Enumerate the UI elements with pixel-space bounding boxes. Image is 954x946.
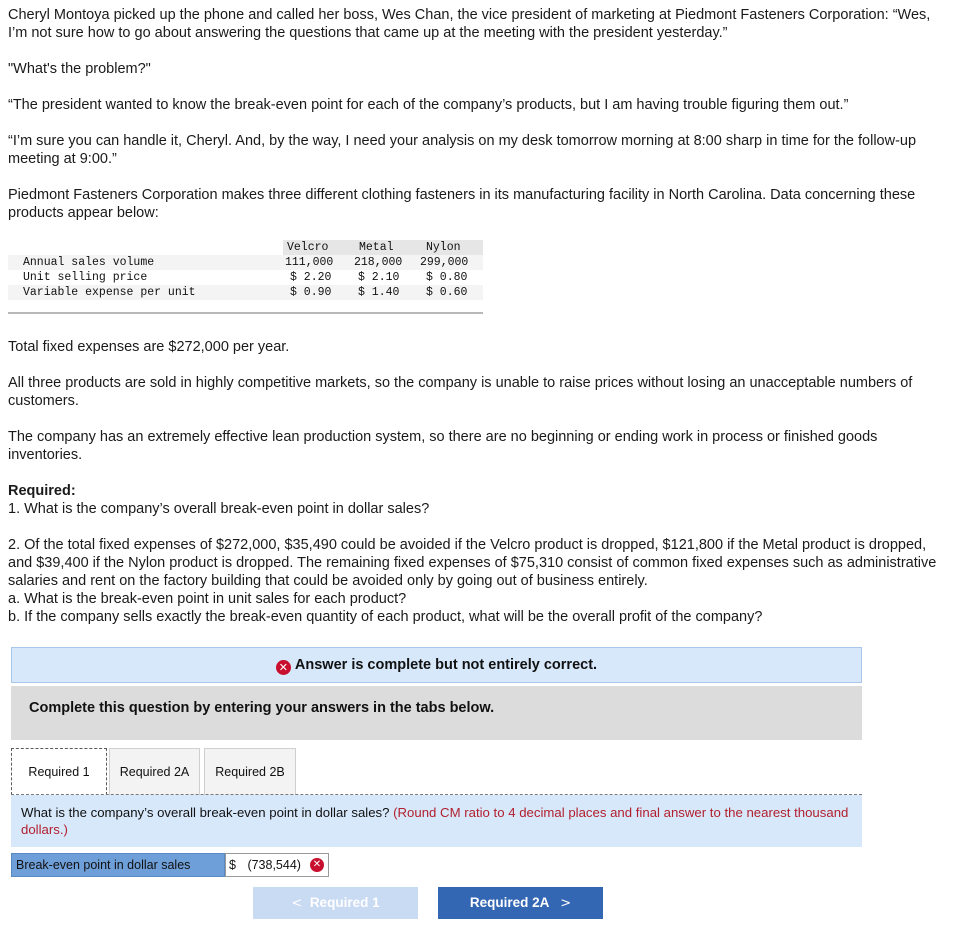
table-bottom-rule: [8, 312, 483, 314]
row-label-variable-expense: Variable expense per unit: [23, 286, 196, 299]
cell-metal-price: $ 2.10: [358, 271, 400, 284]
instruction-bar: Complete this question by entering your answers in the tabs below.: [11, 686, 862, 740]
story-paragraph-5: Piedmont Fasteners Corporation makes three different clothing fasteners in its manufacturing facility in North Carolina. Data concerning these products appear below:: [8, 187, 916, 221]
row-label-unit-price: Unit selling price: [23, 271, 148, 284]
answer-status-text: Answer is complete but not entirely correct.: [294, 657, 598, 673]
question-hint: (Round CM ratio to 4 decimal places and final answer to the nearest thousand dollars.): [21, 805, 849, 837]
next-button-label: Required 2A: [469, 895, 549, 910]
story-paragraph-4: “I’m sure you can handle it, Cheryl. And, by the way, I need your analysis on my desk tomorrow morning at 8:00 sharp in time for the follow-up meeting at 9:00.”: [8, 133, 917, 167]
cell-velcro-volume: 111,000: [285, 256, 334, 269]
story-paragraph-3: “The president wanted to know the break-even point for each of the company’s products, but I am having trouble figuring them out.”: [8, 97, 849, 113]
break-even-label: Break-even point in dollar sales: [11, 853, 225, 877]
next-required-2a-button[interactable]: [438, 887, 603, 919]
question-box: [11, 795, 862, 847]
row-label-annual-sales: Annual sales volume: [23, 256, 155, 269]
story-paragraph-7: All three products are sold in highly competitive markets, so the company is unable to raise prices without losing an unacceptable numbers of customers.: [8, 375, 913, 409]
product-data-table: [8, 240, 483, 314]
answer-currency: $: [229, 858, 236, 872]
story-paragraph-2: "What's the problem?": [8, 61, 151, 77]
tab-required-1[interactable]: Required 1: [11, 748, 107, 795]
question-text: What is the company’s overall break-even point in dollar sales?: [21, 805, 390, 820]
x-circle-icon: ✕: [276, 660, 291, 675]
answer-value: (738,544): [247, 858, 301, 872]
prev-required-1-button[interactable]: [253, 887, 418, 919]
story-paragraph-6: Total fixed expenses are $272,000 per year.: [8, 339, 290, 355]
chevron-left-icon: <: [291, 896, 303, 911]
required-heading: Required:: [8, 483, 76, 499]
cell-metal-variable: $ 1.40: [358, 286, 400, 299]
story-paragraph-8: The company has an extremely effective lean production system, so there are no beginning or ending work in process or finished goods inventories.: [8, 429, 878, 463]
cell-velcro-price: $ 2.20: [290, 271, 332, 284]
tab-required-2b[interactable]: Required 2B: [204, 748, 296, 795]
answer-status-banner: [11, 647, 862, 683]
cell-nylon-price: $ 0.80: [426, 271, 468, 284]
required-question-2b: b. If the company sells exactly the break-even quantity of each product, what will be the overall profit of the company?: [8, 609, 763, 625]
cell-nylon-variable: $ 0.60: [426, 286, 468, 299]
column-header-velcro: Velcro: [287, 241, 329, 254]
cell-velcro-variable: $ 0.90: [290, 286, 332, 299]
chevron-right-icon: >: [560, 896, 572, 911]
incorrect-x-icon: ✕: [310, 858, 324, 872]
cell-nylon-volume: 299,000: [420, 256, 469, 269]
story-paragraph-1: Cheryl Montoya picked up the phone and called her boss, Wes Chan, the vice president of marketing at Piedmont Fasteners Corporation: “Wes, I’m not sure how to go about answering the questions that came up at the meeting with the president yesterday.”: [8, 7, 931, 41]
cell-metal-volume: 218,000: [354, 256, 403, 269]
break-even-answer-field[interactable]: [225, 853, 329, 877]
required-question-1: 1. What is the company’s overall break-even point in dollar sales?: [8, 501, 430, 517]
required-question-2a: a. What is the break-even point in unit sales for each product?: [8, 591, 407, 607]
required-question-2: 2. Of the total fixed expenses of $272,000, $35,490 could be avoided if the Velcro product is dropped, $121,800 if the Metal product is dropped, and $39,400 if the Nylon product is dropped. The remaining fixed expenses of $75,310 consist of common fixed expenses such as administrative salaries and rent on the factory building that could be avoided only by going out of business entirely.: [8, 537, 937, 589]
prev-button-label: Required 1: [309, 895, 380, 910]
column-header-nylon: Nylon: [426, 241, 461, 254]
tab-required-2a[interactable]: Required 2A: [109, 748, 200, 795]
column-header-metal: Metal: [359, 241, 394, 254]
